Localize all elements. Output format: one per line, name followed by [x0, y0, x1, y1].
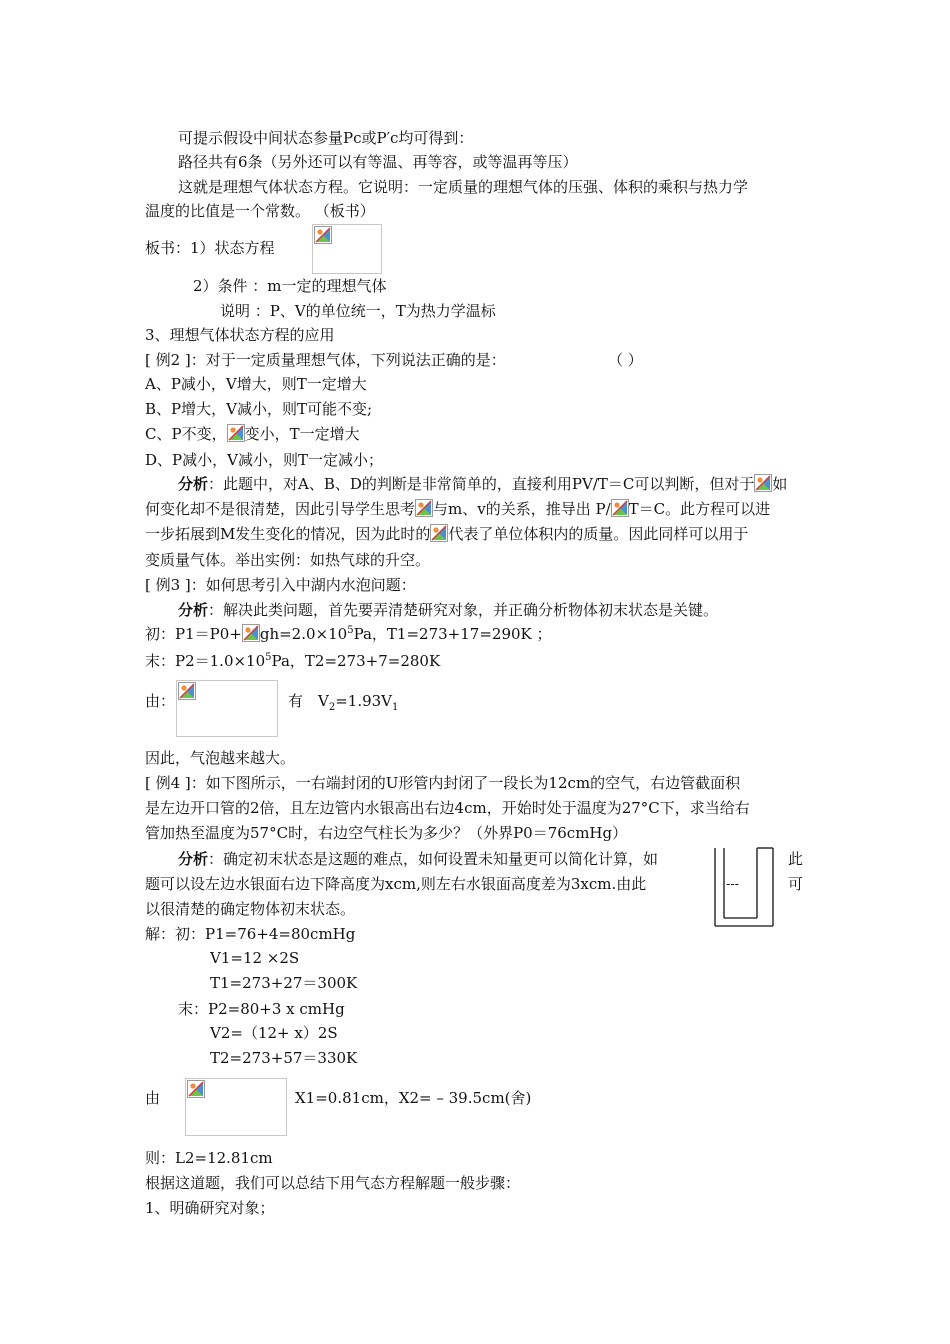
text-line: 2）条件 ：m一定的理想气体: [193, 277, 387, 295]
text-span: =1.93V: [335, 692, 393, 710]
example-question: [ 例3 ]：如何思考引入中湖内水泡问题：: [145, 576, 416, 594]
broken-image-icon: [242, 624, 260, 642]
section-heading: 3、理想气体状态方程的应用: [145, 326, 335, 344]
text-span: ：此题中，对A、B、D的判断是非常简单的，直接利用PV/T＝C可以判断，但对于: [208, 475, 755, 493]
text-line: 题可以设左边水银面右边下降高度为xcm,则左右水银面高度差为3xcm.由此: [145, 875, 647, 893]
text-span: 与m、v的关系，推导出 P/: [433, 500, 611, 518]
text-line: 路径共有6条（另外还可以有等温、再等容，或等温再等压）: [178, 153, 578, 171]
subscript: 1: [392, 702, 399, 713]
text-span: 一步拓展到M发生变化的情况，因为此时的: [145, 525, 431, 543]
option-c: [145, 424, 360, 444]
option-a: A、P减小，V增大，则T一定增大: [145, 375, 367, 393]
text-line: 根据这道题，我们可以总结下用气态方程解题一般步骤：: [145, 1174, 521, 1192]
broken-image-icon: [178, 682, 196, 700]
text-line: 有: [288, 692, 304, 710]
text-line: 此: [788, 850, 804, 868]
exponent: 5: [347, 625, 354, 636]
text-line: 因此，气泡越来越大。: [145, 749, 296, 767]
final-state: [145, 651, 440, 671]
option-b: B、P增大，V减小，则T可能不变;: [145, 400, 373, 418]
analysis-line: [145, 524, 748, 544]
broken-image-icon: [754, 474, 772, 492]
solution-result: X1=0.81cm，X2= – 39.5cm(舍): [295, 1089, 532, 1107]
text-line: 1、明确研究对象；: [145, 1199, 275, 1217]
broken-image-icon: [314, 226, 332, 244]
text-span: T＝C。此方程可以进: [628, 500, 771, 518]
solution-line: V1=12 ×2S: [210, 949, 300, 967]
text-line: 是左边开口管的2倍，且左边管内水银高出右边4cm，开始时处于温度为27°C下，求当给右: [145, 799, 750, 817]
subscript: 2: [328, 702, 336, 713]
analysis-line: [178, 849, 658, 869]
answer-paren: （ ）: [608, 351, 643, 369]
exponent: 5: [265, 652, 272, 663]
text-span: 代表了单位体积内的质量。因此同样可以用于: [448, 525, 749, 543]
text-line: 由: [145, 1089, 161, 1107]
solution-line: T2=273+57＝330K: [210, 1049, 358, 1067]
option-d: D、P减小，V减小，则T一定减小；: [145, 451, 383, 469]
text-span: gh=2.0×10: [259, 625, 348, 643]
text-span: ：确定初末状态是这题的难点，如何设置未知量更可以简化计算，如: [208, 850, 659, 868]
text-line: 则：L2=12.81cm: [145, 1149, 273, 1167]
option-c-prefix: C、P不变，: [145, 425, 227, 443]
text-span: 何变化却不是很清楚，因此引导学生思考: [145, 500, 416, 518]
broken-image-icon: [430, 524, 448, 542]
text-span: Pa，T1=273+17=290K ；: [353, 625, 552, 643]
analysis-label: 分析: [178, 850, 209, 868]
text-line: 以很清楚的确定物体初末状态。: [145, 900, 356, 918]
broken-image-icon: [227, 424, 245, 442]
analysis-label: 分析: [178, 475, 209, 493]
example-question: [ 例4 ]：如下图所示，一右端封闭的U形管内封闭了一段长为12cm的空气，右边管截面积: [145, 774, 741, 792]
equation-image: [176, 680, 278, 737]
analysis-line: [145, 499, 770, 519]
solution-line: 末：P2=80+3 x cmHg: [178, 1000, 345, 1018]
broken-image-icon: [611, 499, 629, 517]
equation-image: [185, 1078, 287, 1136]
text-line: 说明 ：P、V的单位统一，T为热力学温标: [220, 302, 496, 320]
initial-state: [145, 624, 552, 644]
text-line: 温度的比值是一个常数。 （板书）: [145, 202, 375, 220]
equation-image: [312, 224, 382, 274]
text-line: 这就是理想气体状态方程。它说明：一定质量的理想气体的压强、体积的乘积与热力学: [178, 178, 749, 196]
text-span: 如: [772, 475, 788, 493]
mercury-level-label: ---: [726, 877, 739, 891]
text-span: ：解决此类问题，首先要弄清楚研究对象，并正确分析物体初末状态是关键。: [208, 601, 719, 619]
text-span: Pa，T2=273+7=280K: [271, 652, 441, 670]
example-question: [ 例2 ]：对于一定质量理想气体，下列说法正确的是：: [145, 351, 506, 369]
text-span: 末：P2＝1.0×10: [145, 652, 266, 670]
solution-line: V2=（12+ x）2S: [210, 1024, 338, 1042]
text-line: 变质量气体。举出实例：如热气球的升空。: [145, 551, 431, 569]
broken-image-icon: [415, 499, 433, 517]
analysis-line: [178, 474, 787, 494]
text-span: V: [318, 692, 329, 710]
board-label: 板书：1）状态方程: [145, 239, 275, 257]
result-v2: [318, 691, 398, 711]
text-line: 可提示假设中间状态参量Pc或P′c均可得到：: [178, 129, 474, 147]
text-line: 管加热至温度为57°C时，右边空气柱长为多少？（外界P0＝76cmHg）: [145, 824, 628, 842]
text-span: 初：P1＝P0+: [145, 625, 242, 643]
broken-image-icon: [187, 1080, 205, 1098]
text-line: 可: [788, 875, 804, 893]
text-line: 由：: [145, 692, 176, 710]
option-c-suffix: 变小，T一定增大: [244, 425, 360, 443]
u-tube-diagram: [714, 846, 774, 928]
analysis-line: [178, 600, 718, 620]
solution-line: 解：初：P1=76+4=80cmHg: [145, 925, 356, 943]
solution-line: T1=273+27＝300K: [210, 974, 358, 992]
analysis-label: 分析: [178, 601, 209, 619]
